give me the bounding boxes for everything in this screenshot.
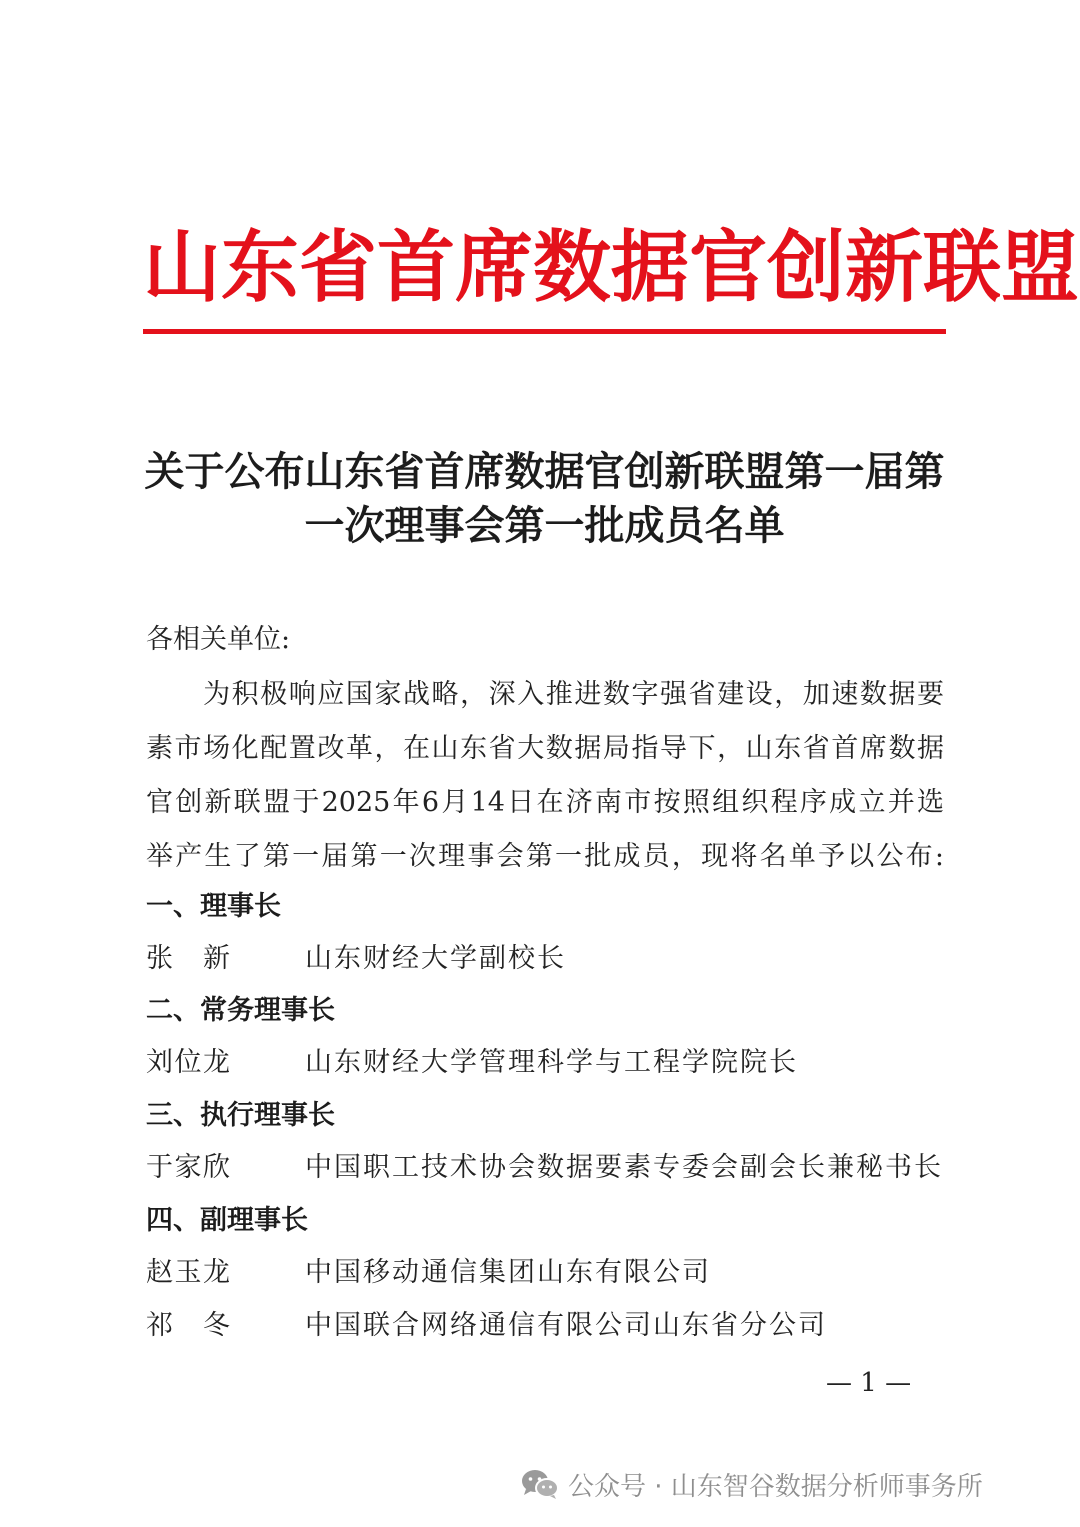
section-heading-vice-chairman: 四、副理事长 <box>146 1205 308 1236</box>
member-position: 中国联合网络通信有限公司山东省分公司 <box>305 1310 827 1341</box>
section-heading-executive-chairman: 三、执行理事长 <box>146 1100 335 1131</box>
body-paragraph-line: 素市场化配置改革，在山东省大数据局指导下，山东省首席数据 <box>146 733 944 764</box>
member-name: 赵玉龙 <box>146 1257 230 1288</box>
body-paragraph-line: 为积极响应国家战略，深入推进数字强省建设，加速数据要 <box>146 679 944 710</box>
member-name: 刘位龙 <box>146 1047 230 1078</box>
document-title-line-2: 一次理事会第一批成员名单 <box>304 502 785 549</box>
section-heading-chairman: 一、理事长 <box>146 891 281 922</box>
section-heading-standing-chairman: 二、常务理事长 <box>146 995 335 1026</box>
salutation: 各相关单位: <box>146 624 291 655</box>
member-position: 山东财经大学管理科学与工程学院院长 <box>305 1047 798 1078</box>
wechat-watermark <box>520 1464 983 1504</box>
member-position: 山东财经大学副校长 <box>305 943 566 974</box>
org-header-title: 山东省首席数据官创新联盟 <box>143 223 1080 313</box>
member-position: 中国职工技术协会数据要素专委会副会长兼秘书长 <box>305 1152 943 1183</box>
red-divider <box>143 329 946 334</box>
member-name: 祁冬 <box>146 1310 230 1341</box>
watermark-text: 公众号 · 山东智谷数据分析师事务所 <box>568 1471 983 1502</box>
member-name: 张新 <box>146 943 230 974</box>
wechat-icon <box>520 1468 560 1500</box>
document-title-line-1: 关于公布山东省首席数据官创新联盟第一届第 <box>144 448 945 495</box>
member-position: 中国移动通信集团山东有限公司 <box>305 1257 711 1288</box>
member-name: 于家欣 <box>146 1152 230 1183</box>
body-paragraph-line: 举产生了第一届第一次理事会第一批成员，现将名单予以公布: <box>146 841 944 872</box>
page-number: — 1 — <box>826 1368 912 1398</box>
body-paragraph-line: 官创新联盟于2025年6月14日在济南市按照组织程序成立并选 <box>146 787 944 818</box>
